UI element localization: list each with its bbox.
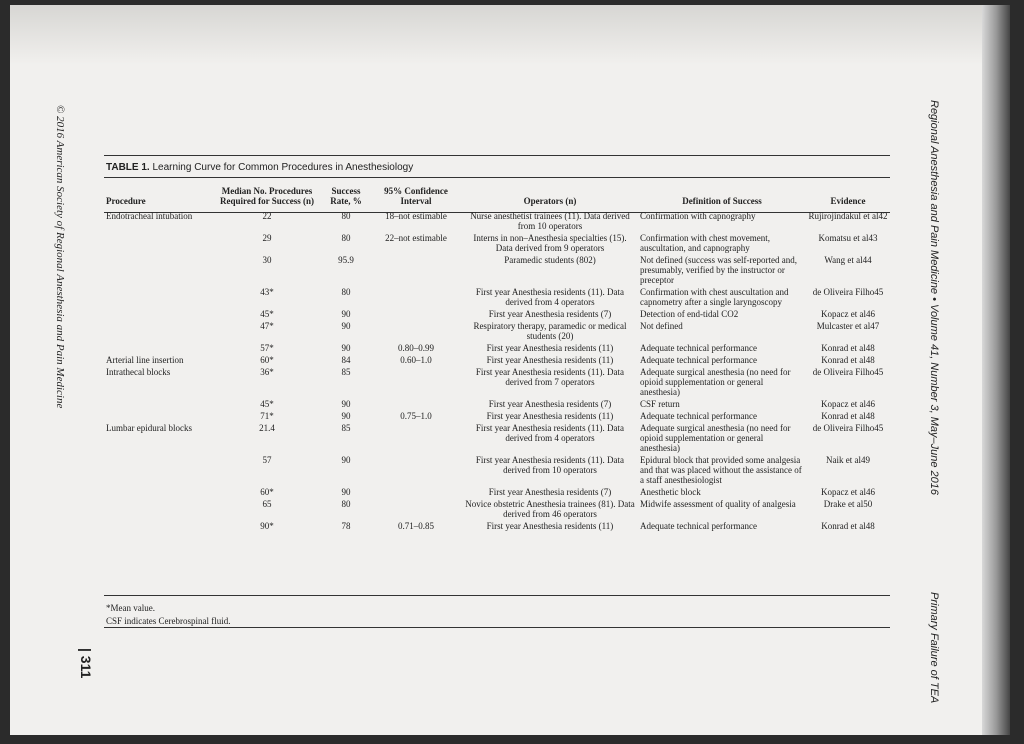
table-cell-rate: 90: [341, 343, 351, 353]
table-row: [104, 486, 890, 498]
table-cell-rate: 90: [341, 399, 351, 409]
table-cell-ci: [370, 366, 462, 398]
table-cell-rate: 80: [341, 287, 351, 297]
table-cell-evidence: de Oliveira Filho45: [812, 287, 884, 297]
table-cell-definition: Anesthetic block: [640, 487, 701, 497]
table-cell-rate: 85: [341, 367, 351, 377]
table-cell-evidence: Konrad et al48: [821, 355, 875, 365]
table-row: [104, 308, 890, 320]
table-cell-median: 36*: [260, 367, 274, 377]
table-cell-operators: First year Anesthesia residents (11). Data derived from 4 operators: [475, 287, 625, 307]
table-cell-evidence: Kopacz et al46: [821, 487, 875, 497]
table-cell-ci: 0.80–0.99: [398, 343, 434, 353]
table-cell-operators: First year Anesthesia residents (11). Data derived from 7 operators: [475, 367, 625, 387]
table-cell-operators: First year Anesthesia residents (11): [486, 355, 614, 365]
table-cell-rate: 80: [341, 499, 351, 509]
page-number: | 311: [78, 648, 94, 679]
table-cell-rate: 90: [341, 321, 351, 331]
table-cell-definition: Adequate surgical anesthesia (no need for opioid supplementation or general anesthesia): [640, 367, 791, 397]
table-cell-procedure: [104, 398, 212, 410]
table-cell-operators: Respiratory therapy, paramedic or medical students (20): [473, 321, 627, 341]
book-edge: [982, 5, 1010, 735]
table-cell-evidence: Komatsu et al43: [818, 233, 878, 243]
table-row: [104, 320, 890, 342]
table-caption: [106, 162, 413, 173]
table-cell-rate: 78: [341, 521, 351, 531]
top-rule: [104, 155, 890, 156]
table-cell-operators: First year Anesthesia residents (7): [488, 487, 612, 497]
table-cell-evidence: Kopacz et al46: [821, 399, 875, 409]
table-cell-evidence: Konrad et al48: [821, 411, 875, 421]
table-cell-operators: First year Anesthesia residents (11): [486, 343, 614, 353]
table-row: [104, 366, 890, 398]
table-cell-median: 65: [262, 499, 272, 509]
table-cell-procedure: Intrathecal blocks: [106, 367, 171, 377]
table-cell-procedure: [104, 342, 212, 354]
table-cell-median: 57: [262, 455, 272, 465]
table-row: [104, 210, 890, 232]
table-title: Learning Curve for Common Procedures in Anesthesiology: [152, 162, 414, 173]
table-cell-procedure: [104, 254, 212, 286]
table-row: [104, 398, 890, 410]
table-cell-operators: Interns in non–Anesthesia specialties (15). Data derived from 9 operators: [473, 233, 627, 253]
table-header-row: [104, 186, 890, 210]
table-cell-median: 60*: [260, 355, 274, 365]
table-cell-ci: [370, 486, 462, 498]
table-cell-median: 45*: [260, 309, 274, 319]
table-cell-evidence: Mulcaster et al47: [816, 321, 880, 331]
table-row: [104, 422, 890, 454]
table-cell-definition: Confirmation with chest movement, auscultation, and capnography: [640, 233, 770, 253]
table-cell-procedure: [104, 454, 212, 486]
table-cell-procedure: [104, 308, 212, 320]
table-cell-operators: Novice obstetric Anesthesia trainees (81). Data derived from 46 operators: [465, 499, 635, 519]
table-cell-definition: Detection of end-tidal CO2: [640, 309, 739, 319]
column-header: Operators (n): [523, 196, 577, 206]
copyright-text: © 2016 American Society of Regional Anesthesia and Pain Medicine: [54, 105, 66, 409]
table-cell-definition: Not defined: [640, 321, 683, 331]
table-cell-evidence: de Oliveira Filho45: [812, 367, 884, 377]
table-cell-definition: Confirmation with chest auscultation and capnometry after a single laryngoscopy: [640, 287, 789, 307]
table-cell-evidence: Rujirojindakul et al42: [808, 211, 888, 221]
table-cell-rate: 85: [341, 423, 351, 433]
table-label: TABLE 1.: [106, 162, 150, 173]
table-cell-operators: First year Anesthesia residents (11): [486, 521, 614, 531]
column-header: Definition of Success: [682, 196, 762, 206]
table-cell-rate: 90: [341, 455, 351, 465]
column-header: Median No. Procedures Required for Success (n): [220, 186, 314, 206]
table-cell-rate: 90: [341, 309, 351, 319]
table-cell-evidence: Konrad et al48: [821, 343, 875, 353]
table-cell-median: 47*: [260, 321, 274, 331]
table-row: [104, 410, 890, 422]
table-cell-rate: 84: [341, 355, 351, 365]
bottom-rule: [104, 595, 890, 596]
table-cell-median: 60*: [260, 487, 274, 497]
table-cell-median: 21.4: [259, 423, 275, 433]
table-cell-procedure: [104, 520, 212, 532]
table-cell-median: 43*: [260, 287, 274, 297]
table-cell-ci: [370, 398, 462, 410]
table-cell-procedure: [104, 498, 212, 520]
table-cell-operators: First year Anesthesia residents (7): [488, 309, 612, 319]
table-cell-ci: 22–not estimable: [385, 233, 447, 243]
table-cell-ci: [370, 454, 462, 486]
table-cell-median: 22: [262, 211, 272, 221]
table-cell-definition: CSF return: [640, 399, 680, 409]
table-row: [104, 286, 890, 308]
table-cell-ci: [370, 320, 462, 342]
table-cell-procedure: [104, 320, 212, 342]
journal-header: Regional Anesthesia and Pain Medicine • Volume 41, Number 3, May–June 2016: [928, 100, 940, 495]
table-cell-rate: 90: [341, 411, 351, 421]
page-top-shadow: [10, 5, 1010, 65]
table-cell-definition: Adequate surgical anesthesia (no need for opioid supplementation or general anesthesia): [640, 423, 791, 453]
table-cell-evidence: Naik et al49: [826, 455, 870, 465]
table-row: [104, 454, 890, 486]
column-header: Success Rate, %: [330, 186, 362, 206]
column-header: Procedure: [106, 196, 146, 206]
table-cell-evidence: Drake et al50: [823, 499, 873, 509]
table-cell-definition: Adequate technical performance: [640, 355, 757, 365]
table-cell-operators: First year Anesthesia residents (11). Data derived from 4 operators: [475, 423, 625, 443]
table-row: [104, 498, 890, 520]
table-cell-rate: 95.9: [338, 255, 354, 265]
table-cell-rate: 80: [341, 233, 351, 243]
table-cell-evidence: Wang et al44: [824, 255, 872, 265]
table-cell-median: 71*: [260, 411, 274, 421]
footnotes: [106, 602, 230, 628]
table-cell-definition: Midwife assessment of quality of analgesia: [640, 499, 796, 509]
table-cell-ci: [370, 286, 462, 308]
table-cell-definition: Adequate technical performance: [640, 521, 757, 531]
table-cell-median: 90*: [260, 521, 274, 531]
table-cell-definition: Not defined (success was self-reported and, presumably, verified by the instructor or preceptor: [640, 255, 797, 285]
table-cell-ci: [370, 308, 462, 320]
table-cell-procedure: Endotracheal intubation: [106, 211, 193, 221]
table-cell-procedure: [104, 232, 212, 254]
table-cell-procedure: [104, 410, 212, 422]
running-title: Primary Failure of TEA: [928, 592, 940, 704]
table-cell-ci: 0.75–1.0: [400, 411, 432, 421]
footnote: *Mean value.: [106, 603, 155, 613]
table-cell-procedure: [104, 286, 212, 308]
table-cell-evidence: de Oliveira Filho45: [812, 423, 884, 433]
table-body: [104, 210, 890, 532]
table-cell-ci: [370, 498, 462, 520]
table-cell-definition: Adequate technical performance: [640, 411, 757, 421]
table-row: [104, 520, 890, 532]
table-cell-procedure: [104, 486, 212, 498]
table-cell-ci: [370, 422, 462, 454]
table-cell-rate: 90: [341, 487, 351, 497]
footnote-rule: [104, 627, 890, 628]
table-cell-rate: 80: [341, 211, 351, 221]
learning-curve-table: [104, 186, 890, 532]
column-header: Evidence: [830, 196, 866, 206]
table-cell-median: 45*: [260, 399, 274, 409]
table-row: [104, 354, 890, 366]
table-row: [104, 232, 890, 254]
footnote: CSF indicates Cerebrospinal fluid.: [106, 616, 231, 626]
table-cell-ci: 0.60–1.0: [400, 355, 432, 365]
column-header: 95% Confidence Interval: [384, 186, 448, 206]
table-cell-median: 30: [262, 255, 272, 265]
table-cell-operators: First year Anesthesia residents (7): [488, 399, 612, 409]
table-cell-procedure: Lumbar epidural blocks: [106, 423, 192, 433]
table-cell-definition: Confirmation with capnography: [640, 211, 756, 221]
table-cell-operators: Nurse anesthetist trainees (11). Data derived from 10 operators: [470, 211, 630, 231]
table-cell-operators: Paramedic students (802): [504, 255, 596, 265]
table-cell-ci: 0.71–0.85: [398, 521, 434, 531]
table-cell-ci: 18–not estimable: [385, 211, 447, 221]
table-cell-definition: Epidural block that provided some analgesia and that was placed without the assistance of a staff anesthesiologist: [640, 455, 802, 485]
table-cell-median: 29: [262, 233, 272, 243]
table-cell-evidence: Kopacz et al46: [821, 309, 875, 319]
table-cell-evidence: Konrad et al48: [821, 521, 875, 531]
table-cell-definition: Adequate technical performance: [640, 343, 757, 353]
table-row: [104, 342, 890, 354]
table-cell-operators: First year Anesthesia residents (11). Data derived from 10 operators: [475, 455, 625, 475]
table-cell-median: 57*: [260, 343, 274, 353]
table-row: [104, 254, 890, 286]
table-cell-ci: [370, 254, 462, 286]
table-cell-procedure: Arterial line insertion: [106, 355, 184, 365]
caption-rule: [104, 177, 890, 178]
table-cell-operators: First year Anesthesia residents (11): [486, 411, 614, 421]
